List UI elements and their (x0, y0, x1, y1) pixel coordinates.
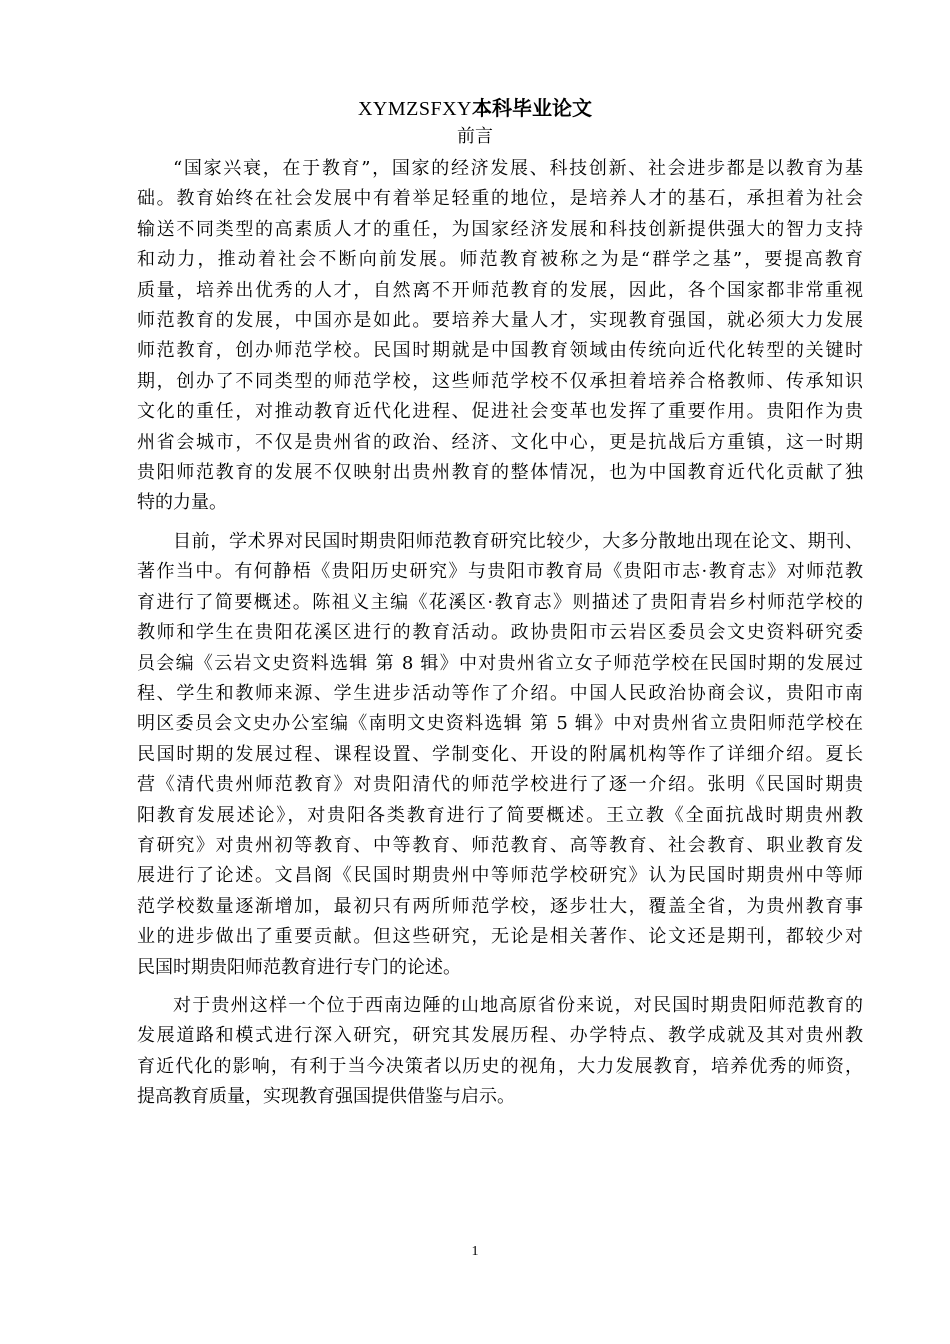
paragraph-line: 础。教育始终在社会发展中有着举足轻重的地位，是培养人才的基石，承担着为社会 (137, 188, 863, 210)
paragraph-line: 民国时期贵阳师范教育进行专门的论述。 (137, 956, 461, 978)
paragraph-line: 员会编《云岩文史资料选辑 第 8 辑》中对贵州省立女子师范学校在民国时期的发展过 (137, 652, 863, 674)
paragraph-line: 文化的重任，对推动教育近代化进程、促进社会变革也发挥了重要作用。贵阳作为贵 (137, 401, 863, 423)
paragraph-line: 育近代化的影响，有利于当今决策者以历史的视角，大力发展教育，培养优秀的师资， (137, 1055, 863, 1077)
paragraph (137, 527, 863, 983)
paragraph-line: 师范教育，创办师范学校。民国时期就是中国教育领域由传统向近代化转型的关键时 (137, 340, 863, 362)
paragraph-line: 业的进步做出了重要贡献。但这些研究，无论是相关著作、论文还是期刊，都较少对 (137, 926, 863, 948)
paragraph-line: 提高教育质量，实现教育强国提供借鉴与启示。 (137, 1086, 515, 1108)
paragraph-line: 质量，培养出优秀的人才，自然离不开师范教育的发展，因此，各个国家都非常重视 (137, 279, 863, 301)
paragraph-line: 育进行了简要概述。陈祖义主编《花溪区·教育志》则描述了贵阳青岩乡村师范学校的 (137, 591, 863, 613)
paragraph-line: 期，创办了不同类型的师范学校，这些师范学校不仅承担着培养合格教师、传承知识 (137, 370, 863, 392)
paragraph-line: 对于贵州这样一个位于西南边陲的山地高原省份来说，对民国时期贵阳师范教育的 (173, 994, 863, 1016)
paragraph-line: 著作当中。有何静梧《贵阳历史研究》与贵阳市教育局《贵阳市志·教育志》对师范教 (137, 561, 863, 583)
paragraph-line: 程、学生和教师来源、学生进步活动等作了介绍。中国人民政治协商会议，贵阳市南 (137, 682, 863, 704)
paragraph-line: 范学校数量逐渐增加，最初只有两所师范学校，逐步壮大，覆盖全省，为贵州教育事 (137, 895, 863, 917)
section-title: 前言 (457, 126, 493, 147)
paragraph-line: 贵阳师范教育的发展不仅映射出贵州教育的整体情况，也为中国教育近代化贡献了独 (137, 462, 863, 484)
paragraph-line: 和动力，推动着社会不断向前发展。师范教育被称之为是“群学之基”，要提高教育 (137, 249, 863, 271)
document-body (137, 154, 863, 1121)
paragraph-line: 发展道路和模式进行深入研究，研究其发展历程、办学特点、教学成就及其对贵州教 (137, 1025, 863, 1047)
paragraph-line: 州省会城市，不仅是贵州省的政治、经济、文化中心，更是抗战后方重镇，这一时期 (137, 431, 863, 453)
paragraph-line: “国家兴衰，在于教育”，国家的经济发展、科技创新、社会进步都是以教育为基 (173, 158, 863, 179)
paragraph-line: 目前，学术界对民国时期贵阳师范教育研究比较少，大多分散地出现在论文、期刊、 (173, 530, 863, 552)
paragraph-line: 营《清代贵州师范教育》对贵阳清代的师范学校进行了逐一介绍。张明《民国时期贵 (137, 774, 863, 796)
paragraph-line: 民国时期的发展过程、课程设置、学制变化、开设的附属机构等作了详细介绍。夏长 (137, 743, 863, 765)
paragraph (137, 154, 863, 519)
paragraph-line: 展进行了论述。文昌阁《民国时期贵州中等师范学校研究》认为民国时期贵州中等师 (137, 865, 863, 887)
paragraph-line: 阳教育发展述论》，对贵阳各类教育进行了简要概述。王立教《全面抗战时期贵州教 (137, 804, 863, 826)
paragraph-line: 明区委员会文史办公室编《南明文史资料选辑 第 5 辑》中对贵州省立贵阳师范学校在 (137, 713, 863, 735)
page-header-title (0, 94, 950, 123)
page-number: 1 (471, 1244, 479, 1259)
paragraph (137, 991, 863, 1113)
paragraph-line: 育研究》对贵州初等教育、中等教育、师范教育、高等教育、社会教育、职业教育发 (137, 834, 863, 856)
paragraph-line: 师范教育的发展，中国亦是如此。要培养大量人才，实现教育强国，就必须大力发展 (137, 310, 863, 332)
paragraph-line: 输送不同类型的高素质人才的重任，为国家经济发展和科技创新提供强大的智力支持 (137, 218, 863, 240)
paragraph-line: 教师和学生在贵阳花溪区进行的教育活动。政协贵阳市云岩区委员会文史资料研究委 (137, 622, 863, 644)
header-title-latin: XYMZSFXY (357, 98, 473, 120)
paragraph-line: 特的力量。 (137, 492, 227, 514)
header-title-cjk: 本科毕业论文 (472, 96, 593, 120)
